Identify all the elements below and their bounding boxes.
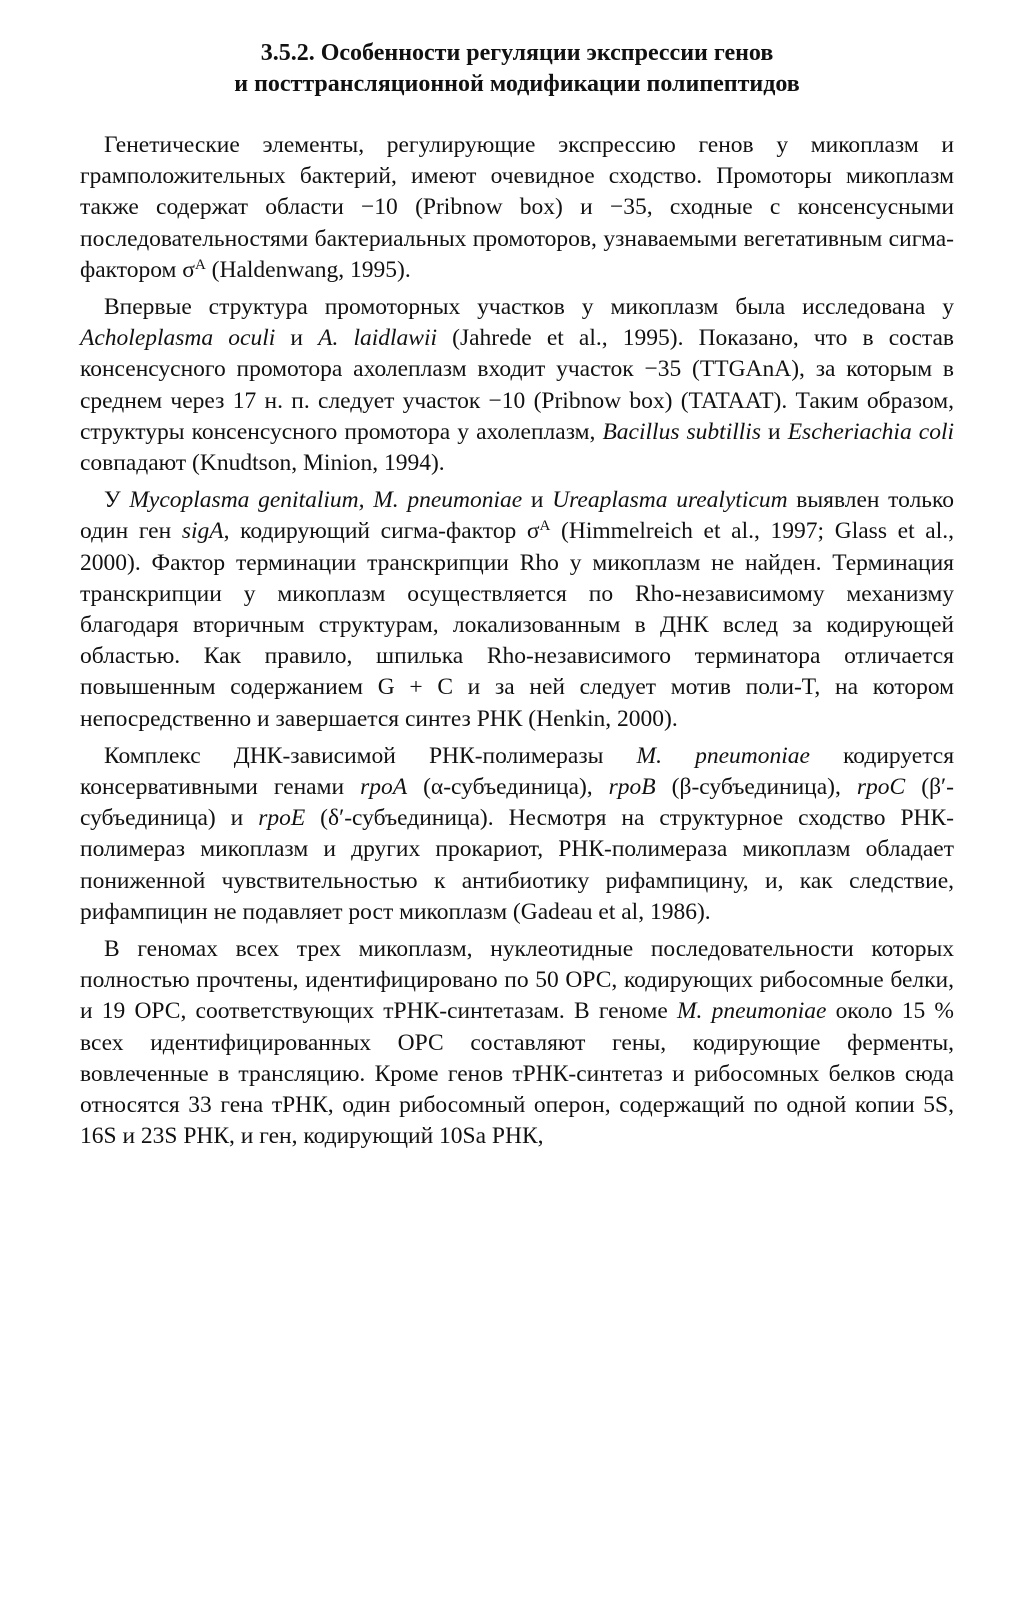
italic-term: Escheriachia coli [787,418,955,445]
text-run: (β-субъединица), [655,774,857,801]
text-run: совпадают (Knudtson, Minion, 1994). [80,450,445,477]
section-heading-line-2: и посттрансляционной модификации полипептидов [234,71,800,97]
paragraph-3 [80,485,954,735]
text-run: Впервые структура промоторных участков у микоплазм была исследована у [104,294,954,321]
italic-term: rpoC [856,774,906,801]
superscript: A [539,518,551,535]
text-run: (Jahrede et al., 1995). Показано, что в состав консенсусного промотора ахолеплазм входит участок −35 (TTGAnA), за которым в среднем через 17 н. п. следует участок −10 (Pribnow box) (TATAAT). Таким образом, структуры консенсусного промотора у ахолеплазм, [80,325,954,445]
italic-term: M. pneumoniae [676,998,827,1025]
text-run: кодируется консервативными генами [80,742,955,801]
text-run: около 15 % всех идентифицированных ОРС составляют гены, кодирующие ферменты, вовлеченные в трансляцию. Кроме генов тРНК-синтетаз и рибосомных белков сюда относятся 33 гена тРНК, один рибосомный оперон, содержащий по одной копии 5S, 16S и 23S РНК, и ген, кодирующий 10Sa РНК, [80,998,954,1150]
text-run: (α-субъединица), [407,774,609,801]
italic-term: A. laidlawii [318,325,438,352]
text-run: выявлен только один ген [80,487,954,545]
italic-term: rpoB [608,774,656,801]
italic-term: Ureaplasma urealyticum [552,487,788,514]
text-run: У [104,487,130,514]
paragraph-2 [80,292,954,479]
section-heading [80,38,954,100]
superscript: A [194,256,206,273]
italic-term: M. pneumoniae [636,742,810,769]
text-run: и [522,487,553,514]
paragraph-1 [80,130,954,286]
italic-term: Mycoplasma genitalium, M. pneumoniae [129,487,523,514]
text-run: (Himmelreich et al., 1997; Glass et al., 2000). Фактор терминации транскрипции Rho у микоплазм не найден. Терминация транскрипции у микоплазм осуществляется по Rho-независимому механизму благодаря вторичным структурам, локализованным в ДНК вслед за кодирующей областью. Как правило, шпилька Rho-независимого терминатора отличается повышенным содержанием G + C и за ней следует мотив поли-T, на котором непосредственно и завершается синтез РНК (Henkin, 2000). [80,518,954,732]
text-run: В геномах всех трех микоплазм, нуклеотидные последовательности которых полностью прочтены, идентифицировано по 50 ОРС, кодирующих рибосомные белки, и 19 ОРС, соответствующих тРНК-синтетазам. В геноме [80,936,954,1025]
text-run: Комплекс ДНК-зависимой РНК-полимеразы [104,742,637,769]
italic-term: sigA [181,518,224,545]
italic-term: Bacillus subtillis [602,418,761,445]
text-run: (δ′-субъединица). Несмотря на структурное сходство РНК-полимераз микоплазм и других прокариот, РНК-полимераза микоплазм обладает пониженной чувствительностью к антибиотику рифампицину, и, как следствие, рифампицин не подавляет рост микоплазм (Gadeau et al, 1986). [80,805,954,925]
paragraph-4 [80,741,954,928]
italic-term: rpoA [360,774,408,801]
italic-term: Acholeplasma oculi [80,325,276,352]
text-run: , кодирующий сигма-фактор σ [223,518,540,545]
text-run: (Haldenwang, 1995). [205,256,411,283]
paragraph-5 [80,934,954,1152]
section-heading-line-1: 3.5.2. Особенности регуляции экспрессии генов [260,40,774,66]
text-run: и [275,325,319,352]
text-run: и [760,418,788,445]
body-text [80,130,954,1153]
text-run: (β′-субъединица) и [80,774,954,832]
text-run: Генетические элементы, регулирующие экспрессию генов у микоплазм и грамположительных бактерий, имеют очевидное сходство. Промоторы микоплазм также содержат области −10 (Pribnow box) и −35, сходные с консенсусными последовательностями бактериальных промоторов, узнаваемыми вегетативным сигма-фактором σ [80,132,954,283]
italic-term: rpoE [258,805,306,832]
